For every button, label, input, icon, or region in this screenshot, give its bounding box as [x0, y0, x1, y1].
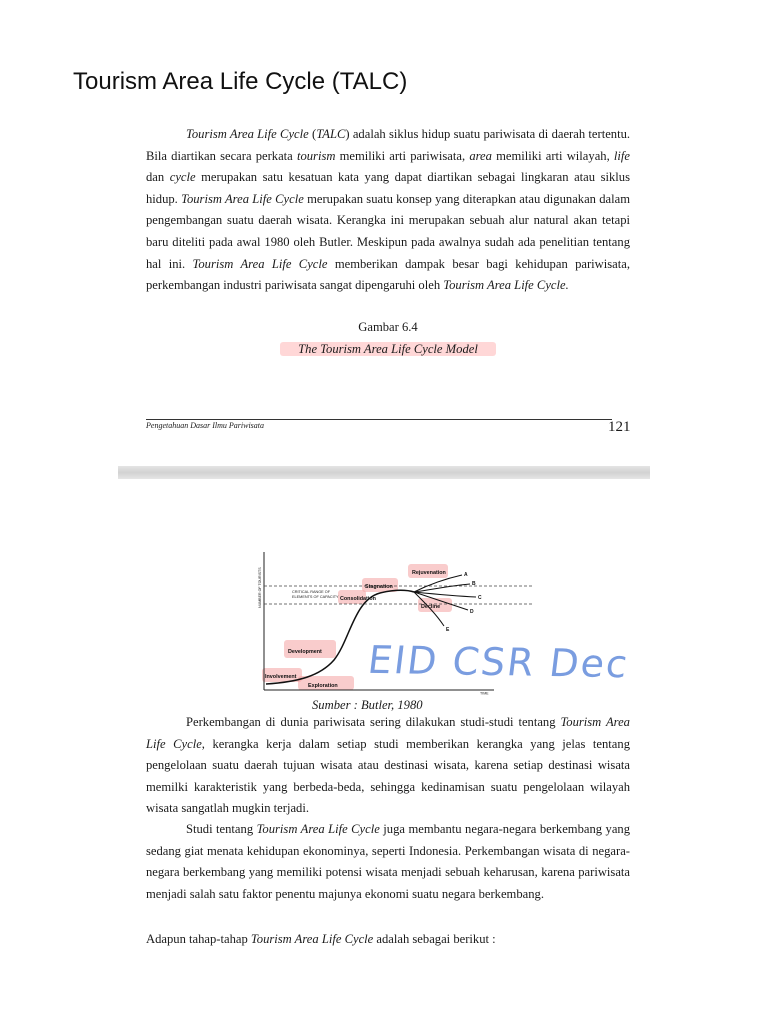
- stage-decline: Decline: [421, 604, 441, 610]
- stage-development: Development: [288, 649, 322, 655]
- branch-c: [414, 592, 476, 597]
- text-run: , kerangka kerja dalam setiap studi memberikan kerangka yang jelas tentang pengelolaan suatu daerah tujuan wisata atau destinasi wisata, karena setiap destinasi wisata memilki karakteristik yang berbeda-beda, sehingga kedinamisan suatu pengelolaan wilayah wisata sangatlah mugkin terjadi.: [146, 736, 630, 816]
- intro-paragraph: [146, 124, 630, 297]
- x-axis-label: TIME: [480, 691, 489, 696]
- figure-number: Gambar 6.4: [358, 320, 418, 334]
- italic-term: Tourism Area Life Cycle.: [443, 278, 569, 293]
- text-run: merupakan satu kesatuan kata yang dapat diartikan sebagai lingkaran atau siklus hidup.: [146, 170, 630, 206]
- branch-label-d: D: [470, 609, 474, 615]
- paragraph-stages-intro: [146, 929, 630, 951]
- footer-book-title: Pengetahuan Dasar Ilmu Pariwisata: [146, 421, 264, 430]
- range-label-1: CRITICAL RANGE OF: [292, 590, 331, 594]
- text-run: memiliki arti wilayah,: [491, 148, 614, 163]
- italic-term: Tourism Area Life Cycle: [146, 715, 630, 751]
- text-run: ) adalah siklus hidup suatu pariwisata di daerah tertentu. Bila diartikan secara perkata: [146, 127, 631, 163]
- figure-caption-text: The Tourism Area Life Cycle Model: [280, 342, 496, 356]
- stage-stagnation: Stagnation: [365, 584, 393, 590]
- text-run: adalah sebagai berikut :: [373, 932, 496, 946]
- text-run: dan: [146, 170, 170, 185]
- stage-exploration: Exploration: [308, 683, 338, 689]
- italic-term: cycle: [169, 170, 196, 185]
- italic-term: Tourism Area Life Cycle: [256, 822, 380, 836]
- paragraph-developing-countries: [146, 819, 630, 905]
- italic-term: Tourism Area Life Cycle: [192, 256, 328, 271]
- italic-term: TALC: [316, 127, 346, 141]
- branch-label-e: E: [446, 627, 450, 633]
- branch-label-b: B: [472, 581, 476, 587]
- text-run: (: [308, 127, 317, 141]
- italic-term: area: [469, 148, 492, 163]
- figure-source: Sumber : Butler, 1980: [312, 698, 423, 712]
- page-separator: [118, 466, 650, 479]
- branch-label-a: A: [464, 572, 468, 578]
- figure-caption: [146, 342, 630, 357]
- italic-term: life: [613, 148, 630, 163]
- text-run: Studi tentang: [186, 822, 257, 836]
- text-run: memberikan dampak besar bagi kehidupan pariwisata, perkembangan industri pariwisata sangat dipengaruhi oleh: [146, 256, 630, 293]
- page-title: Tourism Area Life Cycle (TALC): [73, 68, 408, 95]
- italic-term: Tourism Area Life Cycle: [186, 127, 309, 141]
- text-run: memiliki arti pariwisata,: [335, 148, 470, 163]
- text-run: merupakan suatu konsep yang diterapkan atau digunakan dalam pengembangan suatu daerah wisata. Kerangka ini merupakan sebuah alur natural akan tetapi baru diteliti pada awal 1980 oleh Butler. Meskipun pada awalnya sudah ada penelitian tentang hal ini.: [146, 191, 631, 271]
- italic-term: Tourism Area Life Cycle: [250, 932, 374, 946]
- stage-rejuvenation: Rejuvenation: [412, 570, 446, 576]
- stage-involvement: Involvement: [265, 674, 297, 680]
- range-label-2: ELEMENTS OF CAPACITY: [292, 595, 339, 599]
- paragraph-studies: [146, 712, 630, 820]
- branch-label-c: C: [478, 595, 482, 601]
- italic-term: Tourism Area Life Cycle: [181, 191, 304, 206]
- text-run: Perkembangan di dunia pariwisata sering dilakukan studi-studi tentang: [186, 715, 561, 729]
- italic-term: tourism: [296, 148, 336, 163]
- text-run: Adapun tahap-tahap: [146, 932, 251, 946]
- handwritten-annotation: EID CSR Dec: [365, 637, 632, 687]
- y-axis-label: NUMBER OF TOURISTS: [258, 567, 262, 608]
- page-number: 121: [608, 419, 631, 435]
- footer-rule: [146, 419, 612, 420]
- stage-consolidation: Consolidation: [340, 596, 376, 602]
- text-run: juga membantu negara-negara berkembang yang sedang giat menata kehidupan ekonominya, seperti Indonesia. Perkembangan wisata di negara-negara berkembang yang memiliki potensi wisata menjadi sebuah keharusan, karena pariwisata menjadi salah satu faktor penentu majunya ekonomi suatu negara berkembang.: [146, 822, 630, 901]
